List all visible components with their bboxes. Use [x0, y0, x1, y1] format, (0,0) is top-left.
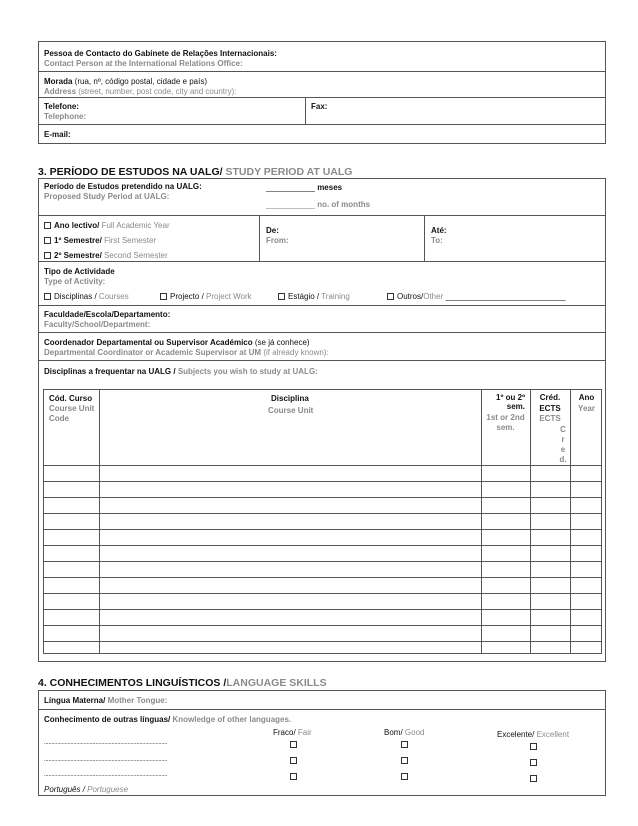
fair-checkbox[interactable]	[290, 741, 297, 748]
divider	[38, 124, 606, 125]
study-period-label: Período de Estudos pretendido na UALG:	[44, 182, 202, 191]
first-semester-option[interactable]: 1º Semestre/ First Semester	[44, 236, 156, 245]
col-header-semester-en2: sem.	[496, 423, 515, 432]
col-header-subject-en: Course Unit	[268, 406, 314, 415]
checkbox[interactable]	[44, 252, 51, 259]
table-row[interactable]	[43, 513, 602, 514]
divider	[38, 709, 606, 710]
table-row[interactable]	[43, 545, 602, 546]
other-languages-label: Conhecimento de outras línguas/ Knowledge of other languages.	[44, 715, 292, 724]
activity-label-en: Type of Activity:	[44, 277, 106, 286]
col-header-code: Cód. Curso	[49, 394, 93, 403]
address-label: Morada (rua, nº, código postal, cidade e país)	[44, 77, 208, 86]
language-name-field[interactable]: ....................................................................................	[44, 772, 168, 778]
checkbox[interactable]	[44, 222, 51, 229]
activity-training-option[interactable]: Estágio / Training	[278, 292, 350, 301]
table-row[interactable]	[43, 577, 602, 578]
phone-label: Telefone:	[44, 102, 79, 111]
table-row[interactable]	[43, 497, 602, 498]
col-header-semester-en: 1st or 2nd	[486, 413, 525, 422]
fair-header: Fraco/ Fair	[273, 728, 312, 737]
activity-other-option[interactable]: Outros/Other ___________________________	[387, 292, 566, 301]
fair-checkbox[interactable]	[290, 757, 297, 764]
months-field[interactable]: ___________ meses	[266, 183, 343, 192]
to-label: Até:	[431, 226, 447, 235]
activity-courses-option[interactable]: Disciplinas / Courses	[44, 292, 129, 301]
language-name-field[interactable]: ....................................................................................	[44, 740, 168, 746]
faculty-label-en: Faculty/School/Department:	[44, 320, 151, 329]
divider	[38, 305, 606, 306]
divider	[38, 71, 606, 72]
contact-person-label-en: Contact Person at the International Relations Office:	[44, 59, 243, 68]
faculty-label: Faculdade/Escola/Departamento:	[44, 310, 171, 319]
language-name-field[interactable]: ....................................................................................	[44, 757, 168, 763]
academic-year-option[interactable]: Ano lectivo/ Full Academic Year	[44, 221, 170, 230]
address-label-en: Address (street, number, post code, city and country):	[44, 87, 237, 96]
from-label: De:	[266, 226, 279, 235]
credits-vert-letter: e	[560, 445, 566, 454]
divider	[38, 97, 606, 98]
excellent-checkbox[interactable]	[530, 775, 537, 782]
mother-tongue-label: Língua Materna/ Mother Tongue:	[44, 696, 168, 705]
table-col-divider	[570, 389, 571, 654]
divider	[38, 261, 606, 262]
checkbox[interactable]	[387, 293, 394, 300]
table-col-divider	[530, 389, 531, 654]
section-4-title: 4. CONHECIMENTOS LINGUÍSTICOS /LANGUAGE SKILLS	[38, 677, 327, 689]
table-row[interactable]	[43, 529, 602, 530]
table-row[interactable]	[43, 561, 602, 562]
col-header-year: Ano	[578, 393, 595, 402]
table-row[interactable]	[43, 641, 602, 642]
coordinator-label-en: Departmental Coordinator or Academic Supervisor at UM (if already known):	[44, 348, 329, 357]
contact-person-label: Pessoa de Contacto do Gabinete de Relações Internacionais:	[44, 49, 277, 58]
section-3-title: 3. PERÍODO DE ESTUDOS NA UALG/ STUDY PERIOD AT UALG	[38, 166, 353, 178]
divider	[424, 215, 425, 261]
col-header-credits: Créd.	[539, 393, 561, 402]
good-checkbox[interactable]	[401, 741, 408, 748]
excellent-checkbox[interactable]	[530, 759, 537, 766]
second-semester-option[interactable]: 2º Semestre/ Second Semester	[44, 251, 168, 260]
from-label-en: From:	[266, 236, 289, 245]
table-row[interactable]	[43, 465, 602, 466]
table-col-divider	[481, 389, 482, 654]
col-header-credits-2: ECTS	[539, 404, 561, 413]
table-row[interactable]	[43, 481, 602, 482]
activity-project-option[interactable]: Projecto / Project Work	[160, 292, 252, 301]
col-header-code-en2: Code	[49, 414, 69, 423]
excellent-checkbox[interactable]	[530, 743, 537, 750]
table-row[interactable]	[43, 609, 602, 610]
divider	[38, 332, 606, 333]
credits-vert-letter: r	[561, 435, 565, 444]
fax-label: Fax:	[311, 102, 328, 111]
table-row[interactable]	[43, 593, 602, 594]
checkbox[interactable]	[44, 293, 51, 300]
divider	[38, 360, 606, 361]
table-col-divider	[99, 389, 100, 654]
courses-label: Disciplinas a frequentar na UALG / Subjects you wish to study at UALG:	[44, 367, 318, 376]
col-header-credits-en: ECTS	[539, 414, 561, 423]
good-checkbox[interactable]	[401, 757, 408, 764]
col-header-year-en: Year	[578, 404, 595, 413]
checkbox[interactable]	[278, 293, 285, 300]
checkbox[interactable]	[44, 237, 51, 244]
excellent-header: Excelente/ Excellent	[497, 730, 570, 739]
activity-label: Tipo de Actividade	[44, 267, 115, 276]
col-header-subject: Disciplina	[271, 394, 309, 403]
table-row[interactable]	[43, 625, 602, 626]
months-field-en: ___________ no. of months	[266, 200, 371, 209]
checkbox[interactable]	[160, 293, 167, 300]
col-header-code-en: Course Unit	[49, 404, 95, 413]
email-label: E-mail:	[44, 130, 71, 139]
credits-vert-letter: d.	[559, 455, 567, 464]
coordinator-label: Coordenador Departamental ou Supervisor Académico (se já conhece)	[44, 338, 310, 347]
fair-checkbox[interactable]	[290, 773, 297, 780]
portuguese-label: Português / Portuguese	[44, 785, 129, 794]
col-header-credits-vert	[557, 425, 569, 465]
credits-vert-letter: C	[560, 425, 566, 434]
good-checkbox[interactable]	[401, 773, 408, 780]
col-header-semester: 1º ou 2º	[496, 393, 525, 402]
divider	[305, 97, 306, 124]
divider	[259, 215, 260, 261]
col-header-semester-2: sem.	[506, 402, 525, 411]
divider	[38, 215, 606, 216]
study-period-label-en: Proposed Study Period at UALG:	[44, 192, 170, 201]
to-label-en: To:	[431, 236, 443, 245]
good-header: Bom/ Good	[384, 728, 425, 737]
phone-label-en: Telephone:	[44, 112, 87, 121]
